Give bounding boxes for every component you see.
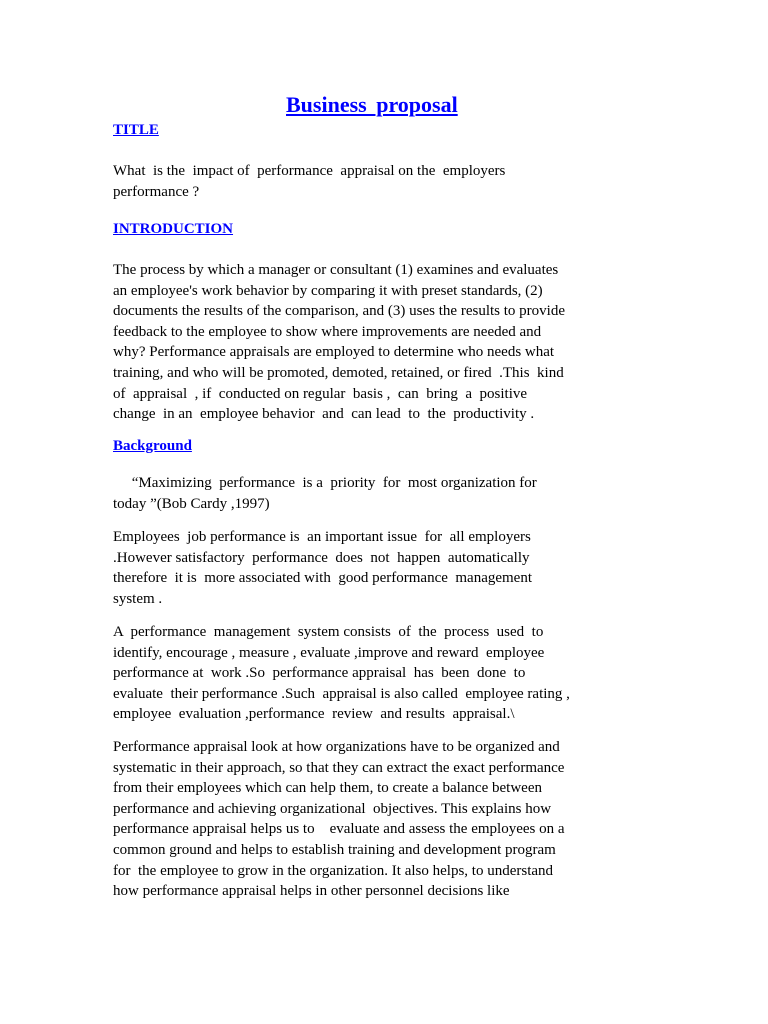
introduction-heading: INTRODUCTION [113, 221, 234, 237]
introduction-paragraph [113, 260, 565, 425]
text-line: .However satisfactory performance does not happen automatically [113, 549, 530, 566]
background-paragraph-1 [113, 527, 532, 609]
text-line: system . [113, 590, 163, 607]
background-paragraph-2 [113, 622, 570, 725]
text-line: What is the impact of performance appraisal on the employers [113, 163, 506, 179]
document-title: Business proposal [286, 92, 458, 117]
text-line: common ground and helps to establish training and development program [113, 841, 556, 858]
text-line: documents the results of the comparison, and (3) uses the results to provide [113, 303, 565, 320]
text-line: therefore it is more associated with good performance management [113, 570, 533, 587]
text-line: performance and achieving organizational objectives. This explains how [113, 800, 552, 817]
text-line: of appraisal , if conducted on regular basis , can bring a positive [113, 385, 528, 402]
text-line: evaluate their performance .Such appraisal is also called employee rating , [113, 685, 570, 702]
background-paragraph-3 [113, 737, 565, 902]
text-line: employee evaluation ,performance review and results appraisal.\ [113, 706, 515, 723]
text-line: feedback to the employee to show where improvements are needed and [113, 323, 542, 340]
text-line: for the employee to grow in the organization. It also helps, to understand [113, 862, 554, 879]
title-question [113, 161, 505, 202]
text-line: from their employees which can help them, to create a balance between [113, 780, 542, 797]
text-line: an employee's work behavior by comparing it with preset standards, (2) [113, 282, 543, 299]
text-line: why? Performance appraisals are employed to determine who needs what [113, 344, 555, 361]
text-line: Performance appraisal look at how organizations have to be organized and [113, 739, 560, 755]
text-line: Employees job performance is an important issue for all employers [113, 529, 531, 545]
title-heading: TITLE [113, 122, 159, 138]
text-line: The process by which a manager or consultant (1) examines and evaluates [113, 262, 559, 278]
text-line: training, and who will be promoted, demoted, retained, or fired .This kind [113, 364, 564, 381]
text-line: performance appraisal helps us to evaluate and assess the employees on a [113, 821, 565, 838]
text-line: identify, encourage , measure , evaluate ,improve and reward employee [113, 644, 545, 661]
background-quote [113, 473, 537, 514]
text-line: how performance appraisal helps in other personnel decisions like [113, 883, 510, 900]
text-line: performance ? [113, 183, 200, 200]
text-line: A performance management system consists of the process used to [113, 624, 544, 640]
text-line: today ”(Bob Cardy ,1997) [113, 495, 270, 512]
background-heading: Background [113, 438, 192, 454]
text-line: change in an employee behavior and can lead to the productivity . [113, 406, 535, 423]
text-line: performance at work .So performance appraisal has been done to [113, 665, 526, 682]
text-line: “Maximizing performance is a priority for most organization for [113, 475, 537, 491]
text-line: systematic in their approach, so that they can extract the exact performance [113, 759, 565, 776]
